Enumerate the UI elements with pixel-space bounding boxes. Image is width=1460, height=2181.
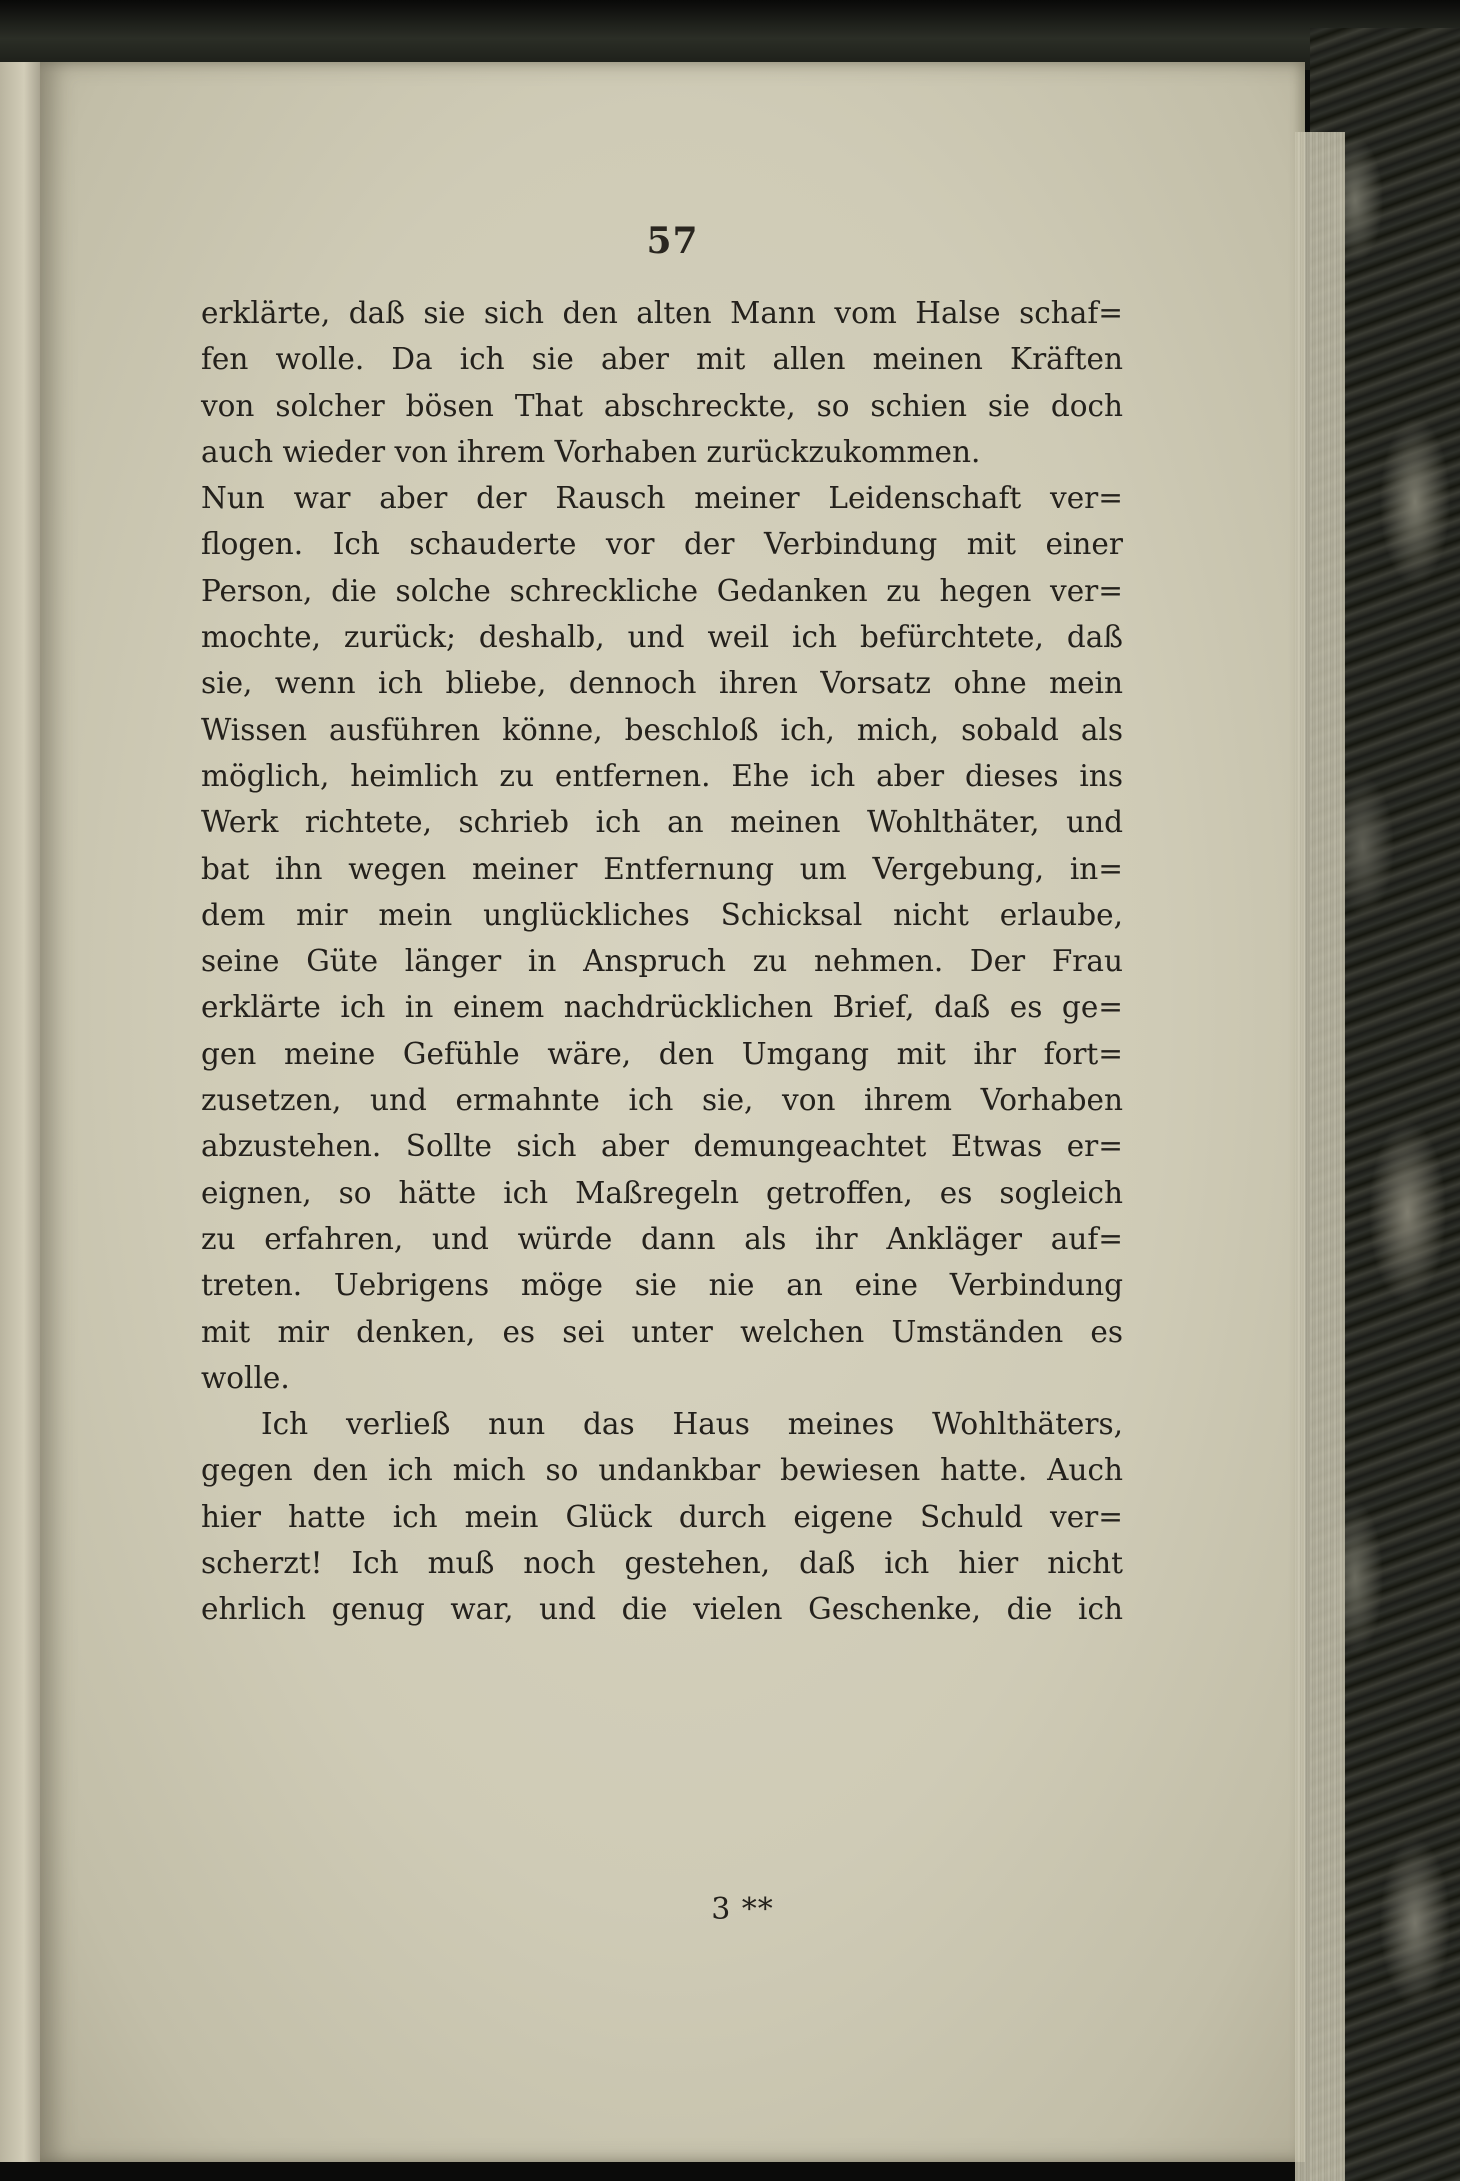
text-line: möglich, heimlich zu entfernen. Ehe ich aber dieses ins xyxy=(201,758,1123,793)
text-line: gegen den ich mich so undankbar bewiesen hatte. Auch xyxy=(201,1453,1123,1488)
text-line: treten. Uebrigens möge sie nie an eine Verbindung xyxy=(201,1268,1123,1303)
text-line: Person, die solche schreckliche Gedanken zu hegen ver= xyxy=(201,573,1123,608)
signature-mark: 3 ** xyxy=(711,1892,774,1927)
body-text xyxy=(201,290,1123,1633)
text-line: abzustehen. Sollte sich aber demungeachtet Etwas er= xyxy=(201,1129,1123,1164)
text-line: Werk richtete, schrieb ich an meinen Wohlthäter, und xyxy=(201,805,1123,840)
text-line: erklärte, daß sie sich den alten Mann vom Halse schaf= xyxy=(201,296,1123,330)
text-line: seine Güte länger in Anspruch zu nehmen. Der Frau xyxy=(201,944,1123,979)
page-stack-edges xyxy=(1295,132,1345,2181)
facing-page-edge xyxy=(0,62,40,2162)
text-line: gen meine Gefühle wäre, den Umgang mit ihr fort= xyxy=(201,1036,1123,1071)
text-line: sie, wenn ich bliebe, dennoch ihren Vorsatz ohne mein xyxy=(201,666,1123,701)
book-page xyxy=(40,62,1305,2162)
text-line: bat ihn wegen meiner Entfernung um Vergebung, in= xyxy=(201,851,1123,886)
text-line: mochte, zurück; deshalb, und weil ich befürchtete, daß xyxy=(201,620,1123,655)
text-line: von solcher bösen That abschreckte, so schien sie doch xyxy=(201,388,1123,423)
text-line: erklärte ich in einem nachdrücklichen Brief, daß es ge= xyxy=(201,990,1123,1025)
text-line: hier hatte ich mein Glück durch eigene Schuld ver= xyxy=(201,1499,1123,1534)
text-line: auch wieder von ihrem Vorhaben zurückzukommen. xyxy=(201,434,981,469)
text-line: scherzt! Ich muß noch gestehen, daß ich hier nicht xyxy=(201,1546,1123,1581)
text-line: ehrlich genug war, und die vielen Geschenke, die ich xyxy=(201,1592,1123,1627)
text-line: fen wolle. Da ich sie aber mit allen meinen Kräften xyxy=(201,342,1123,377)
text-line: dem mir mein unglückliches Schicksal nicht erlaube, xyxy=(201,897,1123,932)
text-line: Ich verließ nun das Haus meines Wohlthäters, xyxy=(261,1407,1123,1442)
page-number: 57 xyxy=(646,220,699,262)
text-line: zusetzen, und ermahnte ich sie, von ihrem Vorhaben xyxy=(201,1083,1123,1118)
text-line: wolle. xyxy=(201,1360,290,1395)
text-line: Wissen ausführen könne, beschloß ich, mich, sobald als xyxy=(201,712,1123,747)
text-line: zu erfahren, und würde dann als ihr Ankläger auf= xyxy=(201,1221,1123,1256)
text-line: mit mir denken, es sei unter welchen Umständen es xyxy=(201,1314,1123,1349)
text-line: Nun war aber der Rausch meiner Leidenschaft ver= xyxy=(201,481,1123,516)
cover-top-edge xyxy=(0,0,1460,70)
text-line: flogen. Ich schauderte vor der Verbindung mit einer xyxy=(201,527,1123,562)
text-line: eignen, so hätte ich Maßregeln getroffen, es sogleich xyxy=(201,1175,1123,1210)
